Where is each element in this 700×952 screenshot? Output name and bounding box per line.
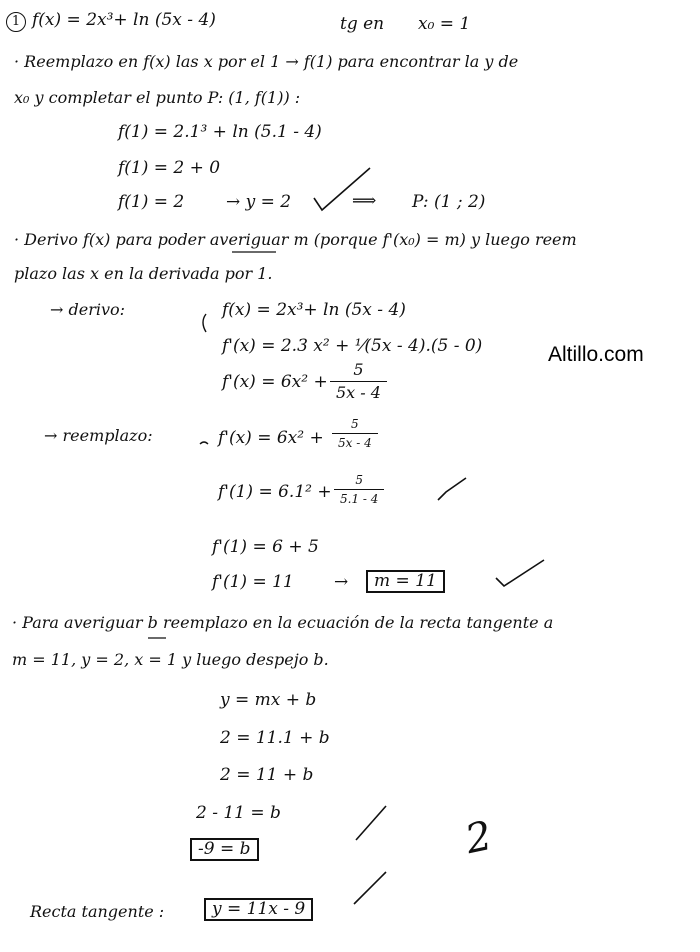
- equation-line1: y = mx + b: [220, 690, 317, 710]
- derivative-line1: f(x) = 2x³+ ln (5x - 4): [222, 300, 406, 320]
- step1-text-line1: · Reemplazo en f(x) las x por el 1 → f(1) para encontrar la y de: [14, 52, 519, 71]
- slope-box: m = 11: [366, 570, 445, 593]
- fraction-numerator: 5: [353, 360, 364, 379]
- check-mark-icon: [356, 806, 386, 840]
- fraction-numerator: 5: [355, 473, 364, 487]
- result-arrow: →: [334, 572, 349, 592]
- curve-arrow-icon: [200, 442, 208, 444]
- equation-line4: 2 - 11 = b: [196, 803, 281, 823]
- final-answer-box: y = 11x - 9: [204, 898, 313, 921]
- implies-arrow: ⟹: [352, 191, 377, 211]
- step1-y-value: → y = 2: [226, 192, 292, 212]
- substitution-line1: f'(x) = 6x² +: [218, 428, 324, 448]
- step1-eq1: f(1) = 2.1³ + ln (5.1 - 4): [118, 122, 322, 142]
- substitution-line3: f'(1) = 6 + 5: [212, 537, 319, 557]
- substitution-line2: f'(1) = 6.1² +: [218, 482, 332, 502]
- x0-value: x₀ = 1: [418, 14, 471, 34]
- step1-text-line2: x₀ y completar el punto P: (1, f(1)) :: [14, 88, 301, 107]
- exercise-number: 1: [6, 12, 26, 32]
- derivative-fraction: [330, 362, 387, 401]
- fraction-denominator: 5x - 4: [330, 381, 387, 401]
- equation-line3: 2 = 11 + b: [220, 765, 314, 785]
- check-mark-icon: [496, 560, 544, 586]
- derivative-line2: f'(x) = 2.3 x² + ¹⁄(5x - 4).(5 - 0): [222, 336, 483, 356]
- step2-text-line2: plazo las x en la derivada por 1.: [14, 264, 273, 283]
- step3-text-line1: · Para averiguar b reemplazo en la ecuación de la recta tangente a: [12, 613, 554, 632]
- fraction-numerator: 5: [351, 417, 359, 431]
- tangent-label: tg en: [340, 14, 385, 34]
- watermark: Altillo.com: [548, 343, 644, 366]
- equation-line2: 2 = 11.1 + b: [220, 728, 330, 748]
- reemplazo-label: → reemplazo:: [44, 426, 153, 445]
- point-p: P: (1 ; 2): [412, 192, 486, 212]
- derivo-label: → derivo:: [50, 300, 126, 319]
- exercise-header: [6, 12, 216, 32]
- substitution-fraction1: [332, 418, 378, 449]
- final-label: Recta tangente :: [30, 902, 165, 921]
- step1-eq2: f(1) = 2 + 0: [118, 158, 221, 178]
- curve-arrow-icon: [203, 314, 206, 332]
- substitution-fraction2: [334, 474, 384, 505]
- check-mark-icon: [354, 872, 386, 904]
- b-box: -9 = b: [190, 838, 259, 861]
- step3-text-line2: m = 11, y = 2, x = 1 y luego despejo b.: [12, 650, 329, 669]
- check-mark-icon: [438, 478, 466, 500]
- step2-text-line1: · Derivo f(x) para poder averiguar m (porque f'(x₀) = m) y luego reem: [14, 230, 577, 249]
- derivative-line3: f'(x) = 6x² +: [222, 372, 328, 392]
- step1-eq3: f(1) = 2: [118, 192, 185, 212]
- substitution-line4: f'(1) = 11: [212, 572, 294, 592]
- function-definition: f(x) = 2x³+ ln (5x - 4): [32, 10, 216, 30]
- grade-mark: 2: [461, 812, 496, 864]
- fraction-denominator: 5x - 4: [332, 433, 378, 449]
- fraction-denominator: 5.1 - 4: [334, 489, 384, 505]
